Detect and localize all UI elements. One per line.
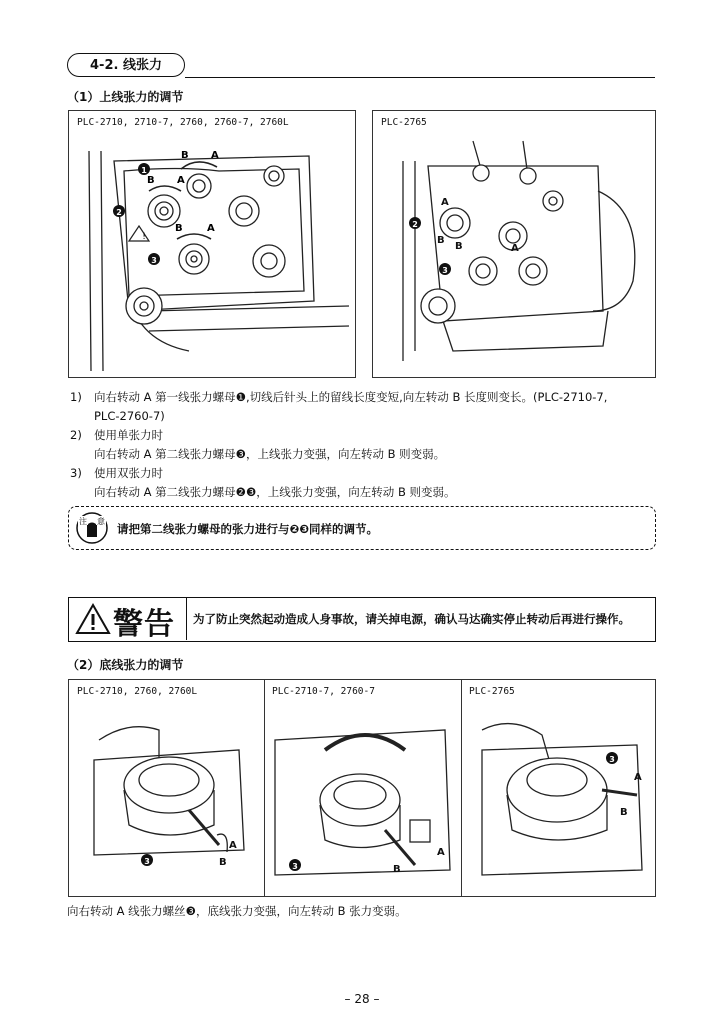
svg-text:B: B — [147, 175, 155, 186]
step-text: 向右转动 A 第一线张力螺母❶,切线后针头上的留线长度变短,向左转动 B 长度则变长。(PLC-2710-7, — [94, 390, 608, 404]
bobbin-panel-label-1: PLC-2710, 2760, 2760L — [77, 686, 198, 697]
warning-box — [68, 597, 656, 642]
step-number: 2) — [70, 428, 82, 442]
svg-text:A: A — [511, 243, 519, 254]
section-title: 4-2. 线张力 — [67, 53, 185, 77]
upper-panel-right — [372, 110, 656, 378]
caution-note — [68, 506, 656, 550]
page-number: – 28 – — [344, 992, 380, 1006]
warning-text: 为了防止突然起动造成人身事故，请关掉电源，确认马达确实停止转动后再进行操作。 — [193, 612, 630, 626]
bobbin-panel-label-3: PLC-2765 — [469, 686, 515, 697]
bobbin-illustration-1 — [69, 680, 264, 896]
upper-panel-left-label: PLC-2710, 2710-7, 2760, 2760-7, 2760L — [77, 117, 289, 128]
step-text: PLC-2760-7) — [94, 409, 165, 423]
svg-text:B: B — [181, 150, 189, 161]
caution-icon — [75, 511, 109, 545]
svg-text:3: 3 — [292, 862, 298, 871]
upper-panel-right-label: PLC-2765 — [381, 117, 427, 128]
svg-text:3: 3 — [151, 256, 157, 265]
svg-text:A: A — [207, 223, 215, 234]
step-number: 1) — [70, 390, 82, 404]
step-text: 使用单张力时 — [94, 428, 163, 442]
svg-text:注: 注 — [79, 517, 87, 526]
bobbin-illustration-3 — [462, 680, 656, 896]
caution-text: 请把第二线张力螺母的张力进行与❷❸同样的调节。 — [117, 522, 378, 536]
svg-text:3: 3 — [144, 857, 150, 866]
svg-text:B: B — [175, 223, 183, 234]
step-text: 向右转动 A 第二线张力螺母❷❸，上线张力变强，向左转动 B 则变弱。 — [94, 485, 456, 499]
step-text: 使用双张力时 — [94, 466, 163, 480]
svg-text:2: 2 — [116, 208, 122, 217]
svg-text:1: 1 — [141, 166, 147, 175]
svg-text:A: A — [177, 175, 185, 186]
warning-header — [69, 598, 187, 640]
svg-text:A: A — [437, 847, 445, 858]
warning-triangle-icon — [75, 602, 111, 636]
svg-text:B: B — [437, 235, 445, 246]
bobbin-panel-label-2: PLC-2710-7, 2760-7 — [272, 686, 375, 697]
svg-text:意: 意 — [97, 517, 105, 526]
svg-text:B: B — [219, 857, 227, 868]
bobbin-caption: 向右转动 A 线张力螺丝❸，底线张力变强，向左转动 B 张力变弱。 — [67, 904, 407, 918]
upper-panel-left — [68, 110, 356, 378]
svg-text:3: 3 — [442, 266, 448, 275]
bobbin-tension-heading: （2）底线张力的调节 — [67, 658, 184, 672]
svg-text:2: 2 — [412, 220, 418, 229]
svg-text:A: A — [441, 197, 449, 208]
svg-text:!: ! — [142, 232, 146, 242]
warning-word: 警告 — [113, 607, 175, 642]
svg-text:3: 3 — [609, 755, 615, 764]
bobbin-illustration-2 — [265, 680, 461, 896]
upper-tension-heading: （1）上线张力的调节 — [67, 90, 184, 104]
step-number: 3) — [70, 466, 82, 480]
svg-text:B: B — [620, 807, 628, 818]
section-rule — [185, 77, 655, 78]
svg-text:B: B — [455, 241, 463, 252]
svg-text:A: A — [634, 772, 642, 783]
bobbin-panel — [68, 679, 656, 897]
svg-text:A: A — [229, 840, 237, 851]
upper-left-illustration — [69, 111, 357, 379]
svg-text:B: B — [393, 864, 401, 875]
svg-text:A: A — [211, 150, 219, 161]
upper-right-illustration — [373, 111, 657, 379]
step-text: 向右转动 A 第二线张力螺母❸，上线张力变强，向左转动 B 则变弱。 — [94, 447, 446, 461]
